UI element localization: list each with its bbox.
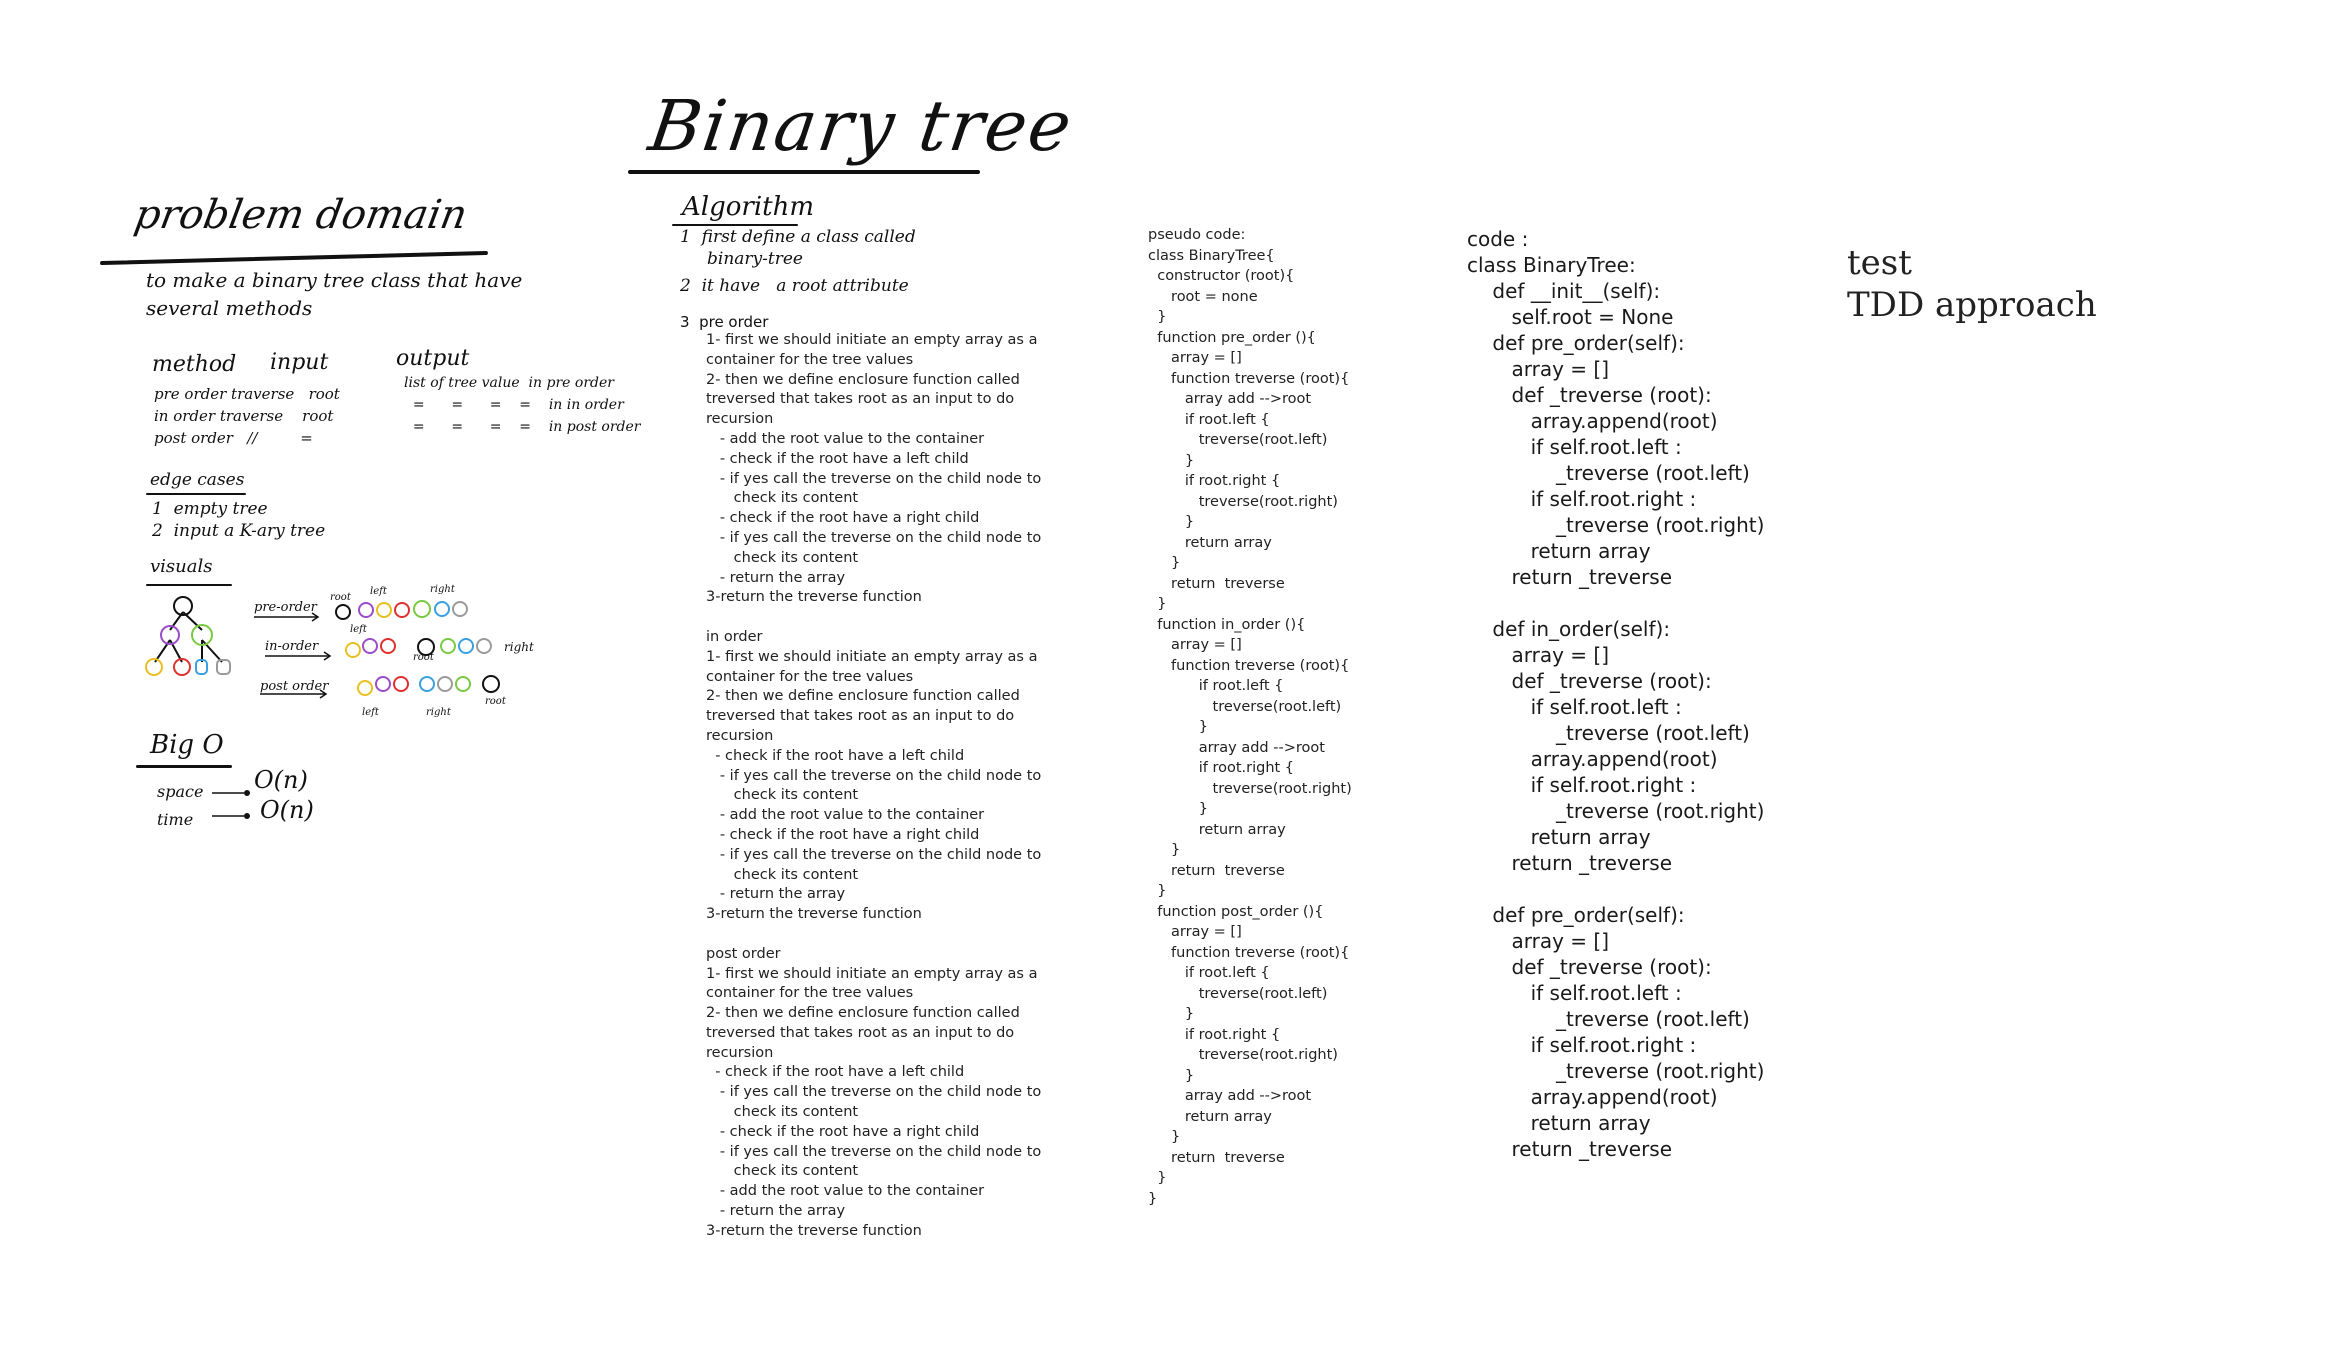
page-title: Binary tree	[644, 85, 1079, 167]
time-label: time	[157, 810, 194, 829]
space-label: space	[157, 782, 204, 801]
big-o-underline	[136, 765, 232, 768]
root-label-1: root	[330, 592, 351, 603]
tree-diagram	[146, 597, 230, 675]
edge-cases-heading: edge cases	[150, 470, 245, 490]
pseudo-code-block: pseudo code: class BinaryTree{ constructor (root){ root = none } function pre_order (){ array = [] function treverse (root){ array add -->root if root.left { treverse(root.left) } if root.right { treverse(root.right) } return array } return treverse } function in_order (){ array = [] function treverse (root){ if root.left { treverse(root.left) } array add -->root if root.right { treverse(root.right) } return array } return treverse } function post_order (){ array = [] function treverse (root){ if root.left { treverse(root.left) } if root.right { treverse(root.right) } array add -->root return array } return treverse } }	[1148, 227, 1352, 1207]
right-label-3: right	[426, 707, 451, 718]
root-label-2: root	[413, 652, 434, 663]
pre-order-sequence	[336, 601, 467, 619]
output-header: output	[396, 346, 470, 371]
algorithm-heading: Algorithm	[682, 192, 814, 222]
pre-order-label: pre-order	[254, 600, 317, 615]
post-order-label: post order	[260, 679, 329, 694]
big-o-arrows	[210, 780, 260, 830]
algorithm-step-1: 1 first define a class called binary-tree	[680, 227, 916, 269]
code-block: code : class BinaryTree: def __init__(self): self.root = None def pre_order(self): array = [] def _treverse (root): array.append(root) if self.root.left : _treverse (root.left) if self.root.right : _treverse (root.right) return array return _treverse def in_order(self): array = [] def _treverse (root): if self.root.left : _treverse (root.left) array.append(root) if self.root.right : _treverse (root.right) return array return _treverse def pre_order(self): array = [] def _treverse (root): if self.root.left : _treverse (root.left) if self.root.right : _treverse (root.right) array.append(root) return array return _treverse	[1467, 227, 1765, 1161]
problem-domain-heading: problem domain	[130, 192, 471, 238]
in-order-label: in-order	[265, 639, 319, 654]
edge-cases-list: 1 empty tree 2 input a K-ary tree	[152, 499, 326, 541]
tree-leaf-node	[146, 659, 162, 675]
left-label-2: left	[350, 624, 367, 635]
root-label-3: root	[485, 696, 506, 707]
right-label-2: right	[504, 640, 534, 654]
problem-description: to make a binary tree class that have several methods	[146, 268, 523, 320]
input-header: input	[270, 350, 329, 375]
space-complexity: O(n)	[254, 766, 308, 794]
tree-leaf-node	[217, 660, 230, 674]
algorithm-body: 1- first we should initiate an empty array as a container for the tree values 2- then we define enclosure function called treversed that takes root as an input to do recursion - add the root value to the container - check if the root have a left child - if yes call the treverse on the child node to check its content - check if the root have a right child - if yes call the treverse on the child node to check its content - return the array 3-return the treverse function in order 1- first we should initiate an empty array as a container for the tree values 2- then we define enclosure function called treversed that takes root as an input to do recursion - check if the root have a left child - if yes call the treverse on the child node to check its content - add the root value to the container - check if the root have a right child - if yes call the treverse on the child node to check its content - return the array 3-return the treverse function post order 1- first we should initiate an empty array as a container for the tree values 2- then we define enclosure function called treversed that takes root as an input to do recursion - check if the root have a left child - if yes call the treverse on the child node to check its content - check if the root have a right child - if yes call the treverse on the child node to check its content - add the root value to the container - return the array 3-return the treverse function	[706, 332, 1042, 1239]
left-label-3: left	[362, 707, 379, 718]
right-label-1: right	[430, 584, 455, 595]
title-underline	[628, 170, 980, 174]
post-order-sequence	[358, 676, 499, 695]
algorithm-step-3-label: 3 pre order	[680, 313, 769, 331]
tree-leaf-node	[196, 660, 207, 674]
algorithm-step-2: 2 it have a root attribute	[680, 276, 909, 296]
method-rows: pre order traverse root in order traverse root post order // =	[154, 385, 340, 447]
method-header: method	[152, 352, 237, 377]
problem-domain-underline	[100, 251, 488, 265]
visuals-heading: visuals	[150, 556, 213, 577]
edge-cases-underline	[146, 493, 246, 495]
big-o-heading: Big O	[150, 730, 224, 760]
left-label-1: left	[370, 586, 387, 597]
time-complexity: O(n)	[260, 796, 314, 824]
output-rows: list of tree value in pre order = = = = in in order = = = = in post order	[404, 375, 641, 435]
test-notes: test TDD approach	[1847, 243, 2097, 325]
traversal-visual-diagram	[130, 580, 570, 730]
